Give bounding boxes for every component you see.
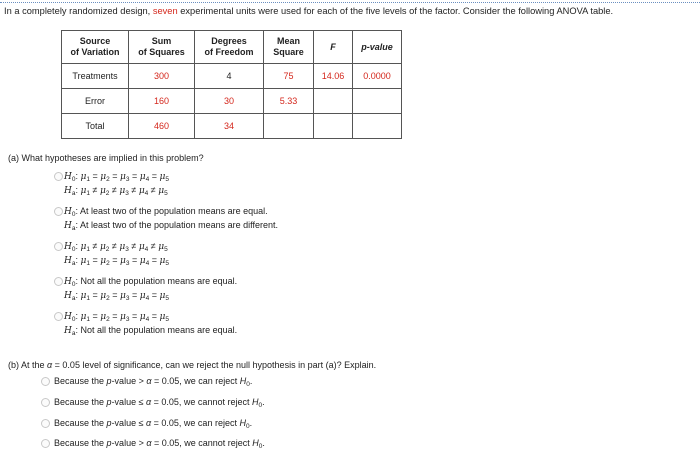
table-row-error (62, 89, 402, 114)
header-pvalue: p-value (353, 31, 402, 64)
header-ss: Sum of Squares (129, 31, 195, 64)
cell-ss: 460 (129, 114, 195, 139)
part-b-question: (b) At the α = 0.05 level of significance, can we reject the null hypothesis in part (a)? Explain. (8, 360, 377, 370)
option-text: Because the p-value > α = 0.05, we can reject $H_0$. (54, 376, 253, 388)
header-ms: Mean Square (264, 31, 314, 64)
radio-button[interactable] (41, 398, 50, 407)
cell-source: Error (62, 89, 129, 114)
radio-button[interactable] (41, 419, 50, 428)
radio-button[interactable] (41, 439, 50, 448)
cell-source: Treatments (62, 64, 129, 89)
radio-button[interactable] (54, 277, 63, 286)
radio-button[interactable] (54, 242, 63, 251)
table-header-row (62, 31, 402, 64)
cell-df: 30 (195, 89, 264, 114)
cell-ms: 5.33 (264, 89, 314, 114)
problem-statement: In a completely randomized design, seven experimental units were used for each of the five levels of the factor. Consider the following ANOVA table. (4, 6, 614, 16)
highlight-seven: seven (152, 6, 178, 16)
option-text: Because the p-value > α = 0.05, we cannot reject $H_0$. (54, 438, 265, 450)
radio-button[interactable] (54, 207, 63, 216)
header-df: Degrees of Freedom (195, 31, 264, 64)
cell-ms: 75 (264, 64, 314, 89)
cell-pvalue (353, 114, 402, 139)
top-divider (0, 2, 700, 3)
cell-ss: 300 (129, 64, 195, 89)
header-f: F (314, 31, 353, 64)
cell-f (314, 114, 353, 139)
cell-source: Total (62, 114, 129, 139)
option-text: Because the p-value ≤ α = 0.05, we cannot reject $H_0$. (54, 397, 265, 409)
option-text: Because the p-value ≤ α = 0.05, we can reject $H_0$. (54, 418, 253, 430)
table-row-treatments (62, 64, 402, 89)
radio-button[interactable] (41, 377, 50, 386)
table-row-total (62, 114, 402, 139)
part-a-question: (a) What hypotheses are implied in this problem? (8, 153, 204, 163)
cell-pvalue (353, 89, 402, 114)
cell-df: 34 (195, 114, 264, 139)
cell-f: 14.06 (314, 64, 353, 89)
anova-table (61, 30, 402, 139)
header-source: Source of Variation (62, 31, 129, 64)
cell-pvalue: 0.0000 (353, 64, 402, 89)
radio-button[interactable] (54, 172, 63, 181)
cell-f (314, 89, 353, 114)
cell-df: 4 (195, 64, 264, 89)
radio-button[interactable] (54, 312, 63, 321)
cell-ms (264, 114, 314, 139)
cell-ss: 160 (129, 89, 195, 114)
